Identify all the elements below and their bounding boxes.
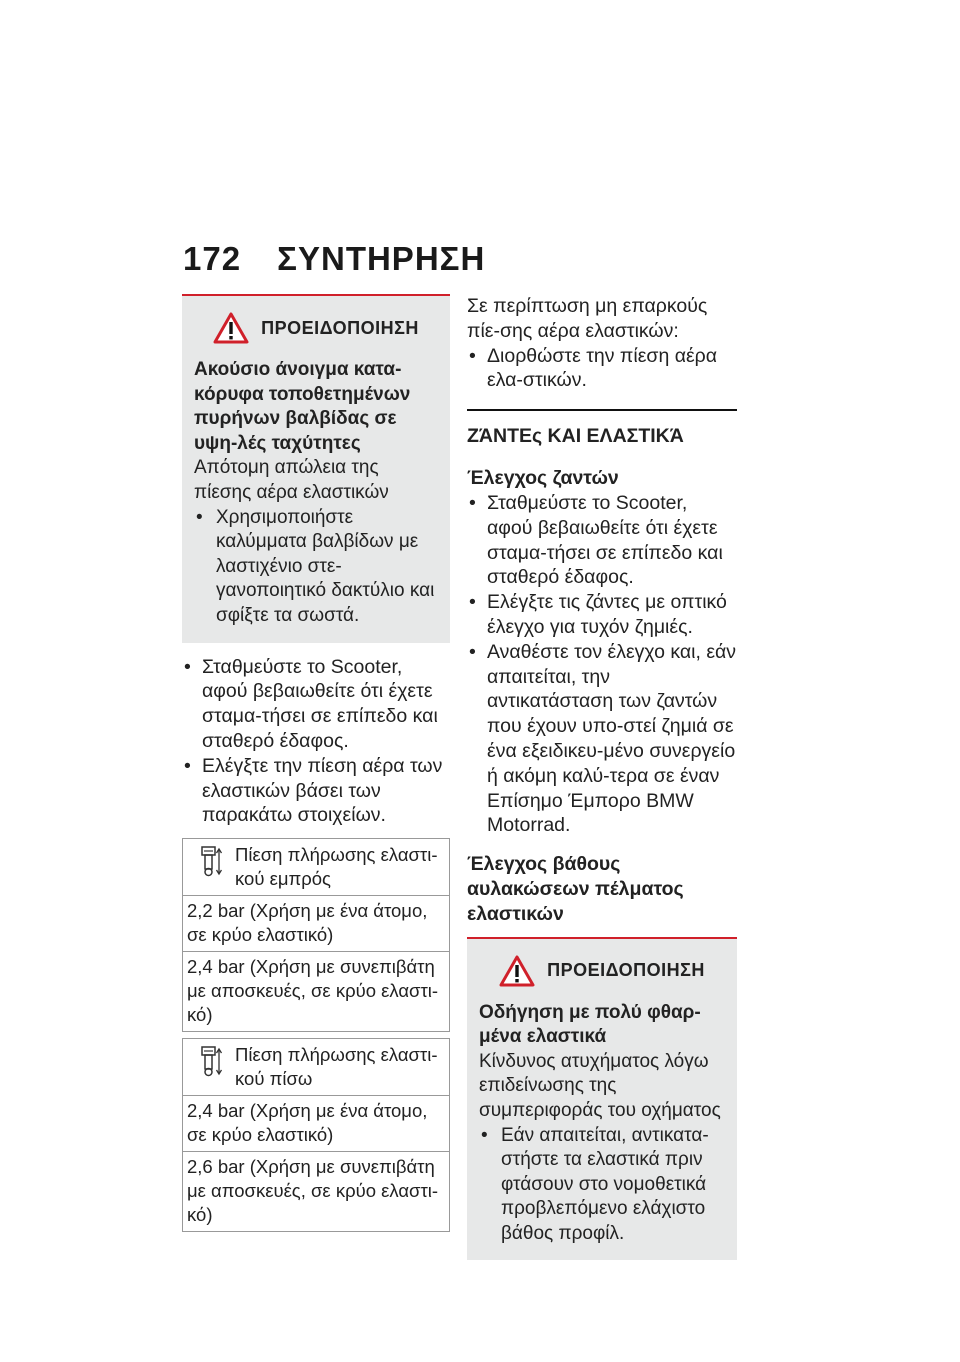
warning-title: Οδήγηση με πολύ φθαρ-μένα ελαστικά [479, 1001, 701, 1048]
table-row: 2,4 bar (Χρήση με ένα άτομο, σε κρύο ελαστικό) [183, 1095, 449, 1151]
intro-text: Σε περίπτωση μη επαρκούς πίε-σης αέρα ελαστικών: [467, 295, 708, 342]
bullet-list [182, 655, 450, 829]
warning-bullet: • Χρησιμοποιήστε καλύμματα βαλβίδων με λαστιχένιο στε-γανοποιητικό δακτύλιο και σφίξτε τα σωστά. [194, 506, 438, 629]
list-item: • Ελέγξτε τις ζάντες με οπτικό έλεγχο για τυχόν ζημιές. [467, 590, 737, 640]
table-row: 2,4 bar (Χρήση με συνεπιβάτη με αποσκευές, σε κρύο ελαστι-κό) [183, 951, 449, 1031]
table-heading-text: Πίεση πλήρωσης ελαστι-κού εμπρός [235, 844, 438, 890]
warning-title: Ακούσιο άνοιγμα κατα-κόρυφα τοποθετημένων πυρήνων βαλβίδας σε υψη-λές ταχύτητες [194, 359, 411, 454]
rims-bullet-list [467, 491, 737, 838]
table-heading-text: Πίεση πλήρωσης ελαστι-κού πίσω [235, 1044, 438, 1090]
rear-tire-pressure-table [182, 1038, 450, 1232]
warning-bullet: • Εάν απαιτείται, αντικατα-στήστε τα ελαστικά πριν φτάσουν στο νομοθετικά προβλεπόμενο ελάχιστο βάθος προφίλ. [479, 1124, 725, 1247]
right-column [467, 294, 737, 1260]
warning-box-tread [467, 937, 737, 1261]
warning-header [194, 312, 438, 344]
page-number: 172 [183, 240, 242, 277]
list-item: • Αναθέστε τον έλεγχο και, εάν απαιτείται, την αντικατάσταση των ζαντών που έχουν υπο-στεί ζημιά σε ένα εξειδικευ-μένο συνεργείο ή ακόμη καλύ-τερα σε έναν Επίσημο Έμπορο BMW Motorrad. [467, 640, 737, 838]
warning-box-valve [182, 294, 450, 643]
table-row: 2,6 bar (Χρήση με συνεπιβάτη με αποσκευές, σε κρύο ελαστι-κό) [183, 1151, 449, 1231]
left-column [182, 294, 450, 1232]
front-tire-pressure-table [182, 838, 450, 1032]
subheading-rims: Έλεγχος ζαντών [467, 467, 619, 490]
intro-bullet: • Διορθώστε την πίεση αέρα ελα-στικών. [467, 344, 737, 394]
table-heading [183, 1039, 449, 1095]
tire-pressure-icon [200, 1045, 222, 1077]
list-item: • Ελέγξτε την πίεση αέρα των ελαστικών βάσει των παρακάτω στοιχείων. [182, 754, 450, 828]
warning-triangle-icon [213, 312, 249, 344]
list-item: • Σταθμεύστε το Scooter, αφού βεβαιωθείτε ότι έχετε σταμα-τήσει σε επίπεδο και σταθερό έδαφος. [182, 655, 450, 754]
table-row: 2,2 bar (Χρήση με ένα άτομο, σε κρύο ελαστικό) [183, 895, 449, 951]
page-header [183, 240, 485, 278]
tire-pressure-icon [200, 845, 222, 877]
warning-label: ΠΡΟΕΙΔΟΠΟΙΗΣΗ [547, 960, 705, 981]
table-heading [183, 839, 449, 895]
subheading-tread-depth: Έλεγχος βάθους αυλακώσεων πέλματος ελαστικών [467, 853, 684, 925]
section-title: ΖΆΝΤΕς ΚΑΙ ΕΛΑΣΤΙΚΆ [467, 409, 737, 456]
warning-label: ΠΡΟΕΙΔΟΠΟΙΗΣΗ [261, 317, 419, 338]
page-title: ΣΥΝΤΗΡΗΣΗ [277, 240, 486, 277]
warning-triangle-icon [499, 955, 535, 987]
list-item: • Σταθμεύστε το Scooter, αφού βεβαιωθείτε ότι έχετε σταμα-τήσει σε επίπεδο και σταθερό έδαφος. [467, 491, 737, 590]
warning-header [479, 955, 725, 987]
warning-body: Κίνδυνος ατυχήματος λόγω επιδείνωσης της συμπεριφοράς του οχήματος [479, 1050, 721, 1121]
warning-body: Απότομη απώλεια της πίεσης αέρα ελαστικών [194, 457, 389, 503]
